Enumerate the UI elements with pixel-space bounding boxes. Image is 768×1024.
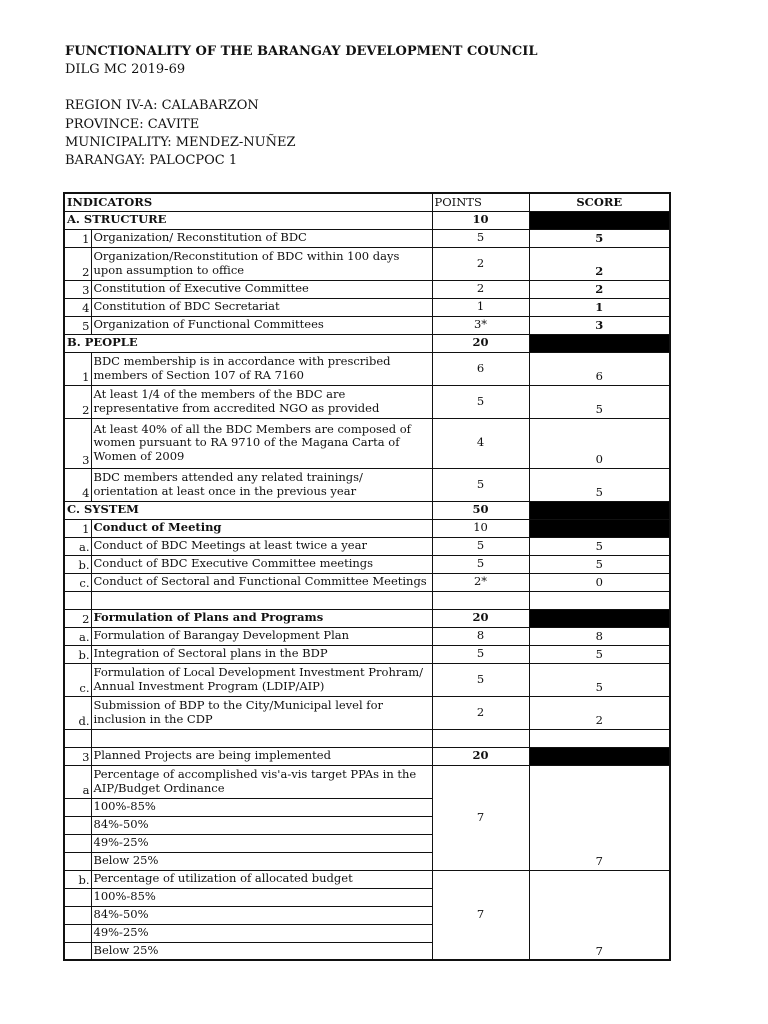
table-row [64,352,670,385]
table-row [64,696,670,729]
item-text: Organization/ Reconstitution of BDC [91,229,432,247]
item-points: 5 [432,537,529,555]
section-row [64,334,670,352]
subsection-points: 10 [432,519,529,537]
item-text: Conduct of BDC Meetings at least twice a year [91,537,432,555]
memo-circular: DILG MC 2019-69 [65,62,186,78]
item-points: 5 [432,645,529,663]
item-number: b. [64,870,91,888]
table-row [64,316,670,334]
score-blackout [529,519,670,537]
item-number: 5 [64,316,91,334]
range-label: 84%-50% [91,906,432,924]
range-label: 100%-85% [91,798,432,816]
section-label: A. STRUCTURE [64,211,432,229]
item-number: 3 [64,747,91,765]
item-number: a. [64,627,91,645]
item-number: 2 [64,385,91,418]
range-label: 49%-25% [91,924,432,942]
subsection-points: 20 [432,609,529,627]
item-text: Formulation of Local Development Investment Prohram/ Annual Investment Program (LDIP/AIP) [91,663,432,696]
item-number: 3 [64,418,91,468]
item-number: 4 [64,468,91,501]
table-row [64,765,670,798]
subsection-row [64,519,670,537]
section-label: B. PEOPLE [64,334,432,352]
table-row [64,385,670,418]
section-label: C. SYSTEM [64,501,432,519]
subsection-label: Planned Projects are being implemented [91,747,432,765]
item-score: 5 [529,229,670,247]
item-text: BDC membership is in accordance with prescribed members of Section 107 of RA 7160 [91,352,432,385]
range-label: Below 25% [91,852,432,870]
item-number: c. [64,573,91,591]
section-points: 50 [432,501,529,519]
item-points: 2 [432,280,529,298]
item-points: 8 [432,627,529,645]
region-line: REGION IV-A: CALABARZON [65,98,259,114]
item-number: 1 [64,519,91,537]
score-header: SCORE [529,193,670,211]
subsection-row [64,747,670,765]
item-number: c. [64,663,91,696]
range-label: 84%-50% [91,816,432,834]
item-score: 1 [529,298,670,316]
table-row [64,418,670,468]
section-row [64,501,670,519]
points-header: POINTS [432,193,529,211]
item-score: 5 [529,537,670,555]
table-row [64,298,670,316]
item-text: Conduct of Sectoral and Functional Committee Meetings [91,573,432,591]
item-score: 2 [529,696,670,729]
item-number: a [64,765,91,798]
item-text: Organization/Reconstitution of BDC within 100 days upon assumption to office [91,247,432,280]
item-text: At least 40% of all the BDC Members are composed of women pursuant to RA 9710 of the Magana Carta of Women of 2009 [91,418,432,468]
table-row [64,627,670,645]
item-text: Formulation of Barangay Development Plan [91,627,432,645]
item-text: Constitution of Executive Committee [91,280,432,298]
item-number: a. [64,537,91,555]
score-blackout [529,609,670,627]
section-points: 10 [432,211,529,229]
item-number: 2 [64,609,91,627]
range-label: 100%-85% [91,888,432,906]
table-row [64,280,670,298]
item-points: 1 [432,298,529,316]
item-number: 1 [64,352,91,385]
item-number: d. [64,696,91,729]
subsection-label: Formulation of Plans and Programs [91,609,432,627]
item-number: 3 [64,280,91,298]
item-text: Percentage of utilization of allocated budget [91,870,432,888]
score-blackout [529,501,670,519]
table-row [64,645,670,663]
section-points: 20 [432,334,529,352]
item-text: Submission of BDP to the City/Municipal level for inclusion in the CDP [91,696,432,729]
item-score: 5 [529,468,670,501]
item-text: At least 1/4 of the members of the BDC are representative from accredited NGO as provided [91,385,432,418]
assessment-table [63,192,671,961]
table-row [64,573,670,591]
item-score: 5 [529,385,670,418]
item-score: 2 [529,247,670,280]
table-row [64,247,670,280]
section-row [64,211,670,229]
item-points: 5 [432,385,529,418]
indicators-header: INDICATORS [64,193,432,211]
item-number: 4 [64,298,91,316]
score-blackout [529,211,670,229]
item-points: 4 [432,418,529,468]
item-score: 0 [529,418,670,468]
item-number: b. [64,555,91,573]
table-row [64,663,670,696]
subsection-row [64,609,670,627]
subsection-label: Conduct of Meeting [91,519,432,537]
item-text: Percentage of accomplished vis'a-vis target PPAs in the AIP/Budget Ordinance [91,765,432,798]
table-row [64,555,670,573]
document-title: FUNCTIONALITY OF THE BARANGAY DEVELOPMENT COUNCIL [65,44,538,59]
item-points: 2* [432,573,529,591]
column-header-row [64,193,670,211]
item-score: 3 [529,316,670,334]
item-number: b. [64,645,91,663]
item-points: 2 [432,696,529,729]
item-points: 3* [432,316,529,334]
province-line: PROVINCE: CAVITE [65,116,200,132]
item-text: Integration of Sectoral plans in the BDP [91,645,432,663]
item-score: 2 [529,280,670,298]
table-row [64,537,670,555]
item-score: 7 [529,765,670,870]
item-number: 1 [64,229,91,247]
blank-row [64,591,670,609]
table-row [64,229,670,247]
item-score: 5 [529,663,670,696]
item-score: 7 [529,870,670,960]
range-label: Below 25% [91,942,432,960]
subsection-points: 20 [432,747,529,765]
item-points: 5 [432,229,529,247]
municipality-line: MUNICIPALITY: MENDEZ-NUÑEZ [65,134,296,150]
score-blackout [529,334,670,352]
item-score: 5 [529,555,670,573]
item-score: 6 [529,352,670,385]
table-row [64,870,670,888]
document-header [65,43,537,170]
range-label: 49%-25% [91,834,432,852]
item-points: 5 [432,663,529,696]
item-points: 7 [432,870,529,960]
item-points: 5 [432,555,529,573]
score-blackout [529,747,670,765]
item-score: 8 [529,627,670,645]
blank-row [64,729,670,747]
item-text: Organization of Functional Committees [91,316,432,334]
item-text: Constitution of BDC Secretariat [91,298,432,316]
item-points: 5 [432,468,529,501]
item-score: 0 [529,573,670,591]
item-score: 5 [529,645,670,663]
item-text: BDC members attended any related trainings/ orientation at least once in the previous year [91,468,432,501]
item-text: Conduct of BDC Executive Committee meetings [91,555,432,573]
item-points: 6 [432,352,529,385]
table-row [64,468,670,501]
item-points: 7 [432,765,529,870]
item-points: 2 [432,247,529,280]
item-number: 2 [64,247,91,280]
barangay-line: BARANGAY: PALOCPOC 1 [65,153,238,169]
